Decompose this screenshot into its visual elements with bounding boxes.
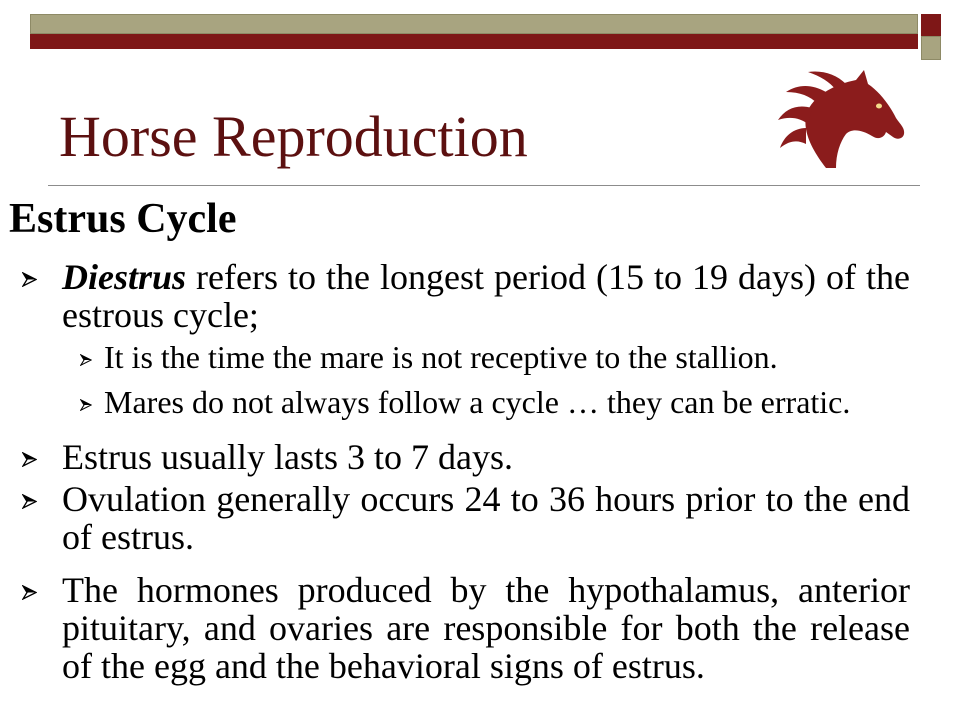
- corner-square-khaki: [921, 36, 941, 60]
- arrow-bullet-icon: [22, 494, 37, 509]
- arrow-bullet-icon: [80, 354, 92, 366]
- bullet-item-ovulation: [62, 480, 910, 556]
- sub-bullet-item: [104, 339, 778, 375]
- bullet-emphasis: Diestrus: [62, 257, 187, 297]
- arrow-bullet-icon: [22, 452, 37, 467]
- title-divider: [48, 185, 920, 186]
- bullet-text: Estrus usually lasts 3 to 7 days.: [62, 437, 513, 477]
- horse-head-logo: [776, 70, 906, 170]
- bullet-text: refers to the longest period (15 to 19 days) of the estrous cycle;: [62, 257, 910, 335]
- header-band-khaki: [30, 14, 918, 34]
- bullet-text: Ovulation generally occurs 24 to 36 hours prior to the end of estrus.: [62, 479, 910, 557]
- section-heading: Estrus Cycle: [9, 196, 237, 242]
- slide-title: Horse Reproduction: [59, 104, 528, 169]
- sub-bullet-text: Mares do not always follow a cycle … they can be erratic.: [104, 384, 851, 420]
- sub-bullet-text: It is the time the mare is not receptive to the stallion.: [104, 339, 778, 375]
- corner-square-maroon: [921, 14, 941, 36]
- bullet-item-diestrus: [62, 258, 910, 334]
- bullet-text: The hormones produced by the hypothalamus, anterior pituitary, and ovaries are responsible for both the release of the egg and the behavioral signs of estrus.: [62, 570, 910, 686]
- bullet-item-hormones: [62, 571, 910, 685]
- arrow-bullet-icon: [22, 272, 37, 287]
- arrow-bullet-icon: [80, 399, 92, 411]
- arrow-bullet-icon: [22, 585, 37, 600]
- sub-bullet-item: [104, 384, 850, 420]
- bullet-item-estrus-length: [62, 438, 910, 476]
- header-band-maroon: [30, 34, 918, 49]
